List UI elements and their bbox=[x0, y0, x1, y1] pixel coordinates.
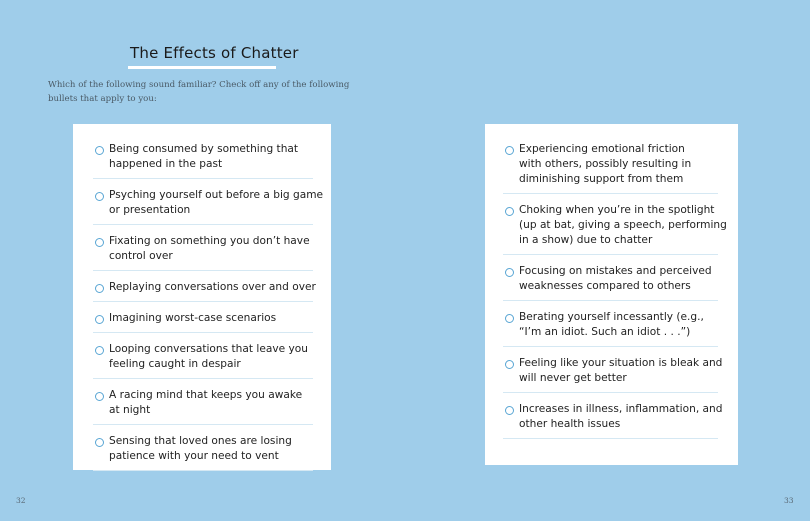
checklist-item-line: Imagining worst-case scenarios bbox=[109, 312, 277, 324]
checklist-item-line: A racing mind that keeps you awake bbox=[109, 389, 303, 401]
checklist-item[interactable] bbox=[93, 231, 313, 271]
checklist-item[interactable] bbox=[503, 261, 718, 301]
checklist-item-line: Psyching yourself out before a big game bbox=[109, 189, 324, 201]
checklist-item-label bbox=[109, 188, 323, 218]
checklist-item-line: Looping conversations that leave you bbox=[109, 343, 308, 355]
checklist-item[interactable] bbox=[503, 200, 727, 255]
checklist-item-line: Increases in illness, inflammation, and bbox=[519, 403, 723, 415]
checklist-item[interactable] bbox=[503, 139, 718, 194]
checklist-item-line: Feeling like your situation is bleak and bbox=[519, 357, 723, 369]
checklist-item-label bbox=[109, 342, 308, 372]
checklist-item[interactable] bbox=[93, 385, 313, 425]
checklist-item-label bbox=[519, 402, 723, 432]
checklist-item-line: or presentation bbox=[109, 204, 191, 216]
checkbox-circle-icon[interactable] bbox=[505, 268, 514, 277]
checklist-item-line: (up at bat, giving a speech, performing bbox=[519, 219, 727, 231]
checklist-item-label bbox=[109, 311, 276, 326]
checklist-item-line: Fixating on something you don’t have bbox=[109, 235, 310, 247]
checkbox-circle-icon[interactable] bbox=[95, 346, 104, 355]
checklist-item-line: diminishing support from them bbox=[519, 173, 684, 185]
checkbox-circle-icon[interactable] bbox=[505, 314, 514, 323]
checklist-item-line: Choking when you’re in the spotlight bbox=[519, 204, 715, 216]
checklist-item-line: Berating yourself incessantly (e.g., bbox=[519, 311, 704, 323]
checklist-item[interactable] bbox=[93, 139, 313, 179]
checklist-item-line: with others, possibly resulting in bbox=[519, 158, 692, 170]
checklist-item[interactable] bbox=[503, 353, 723, 393]
checklist-item-line: will never get better bbox=[519, 372, 627, 384]
checklist-item-line: Focusing on mistakes and perceived bbox=[519, 265, 712, 277]
page-number-left: 32 bbox=[16, 496, 26, 505]
checkbox-circle-icon[interactable] bbox=[95, 192, 104, 201]
checkbox-circle-icon[interactable] bbox=[505, 207, 514, 216]
checkbox-circle-icon[interactable] bbox=[95, 438, 104, 447]
checklist-item[interactable] bbox=[93, 308, 313, 333]
checklist-card-right bbox=[485, 124, 738, 465]
checklist-item-label bbox=[519, 142, 691, 187]
checklist-item-label bbox=[109, 234, 310, 264]
checklist-item-line: at night bbox=[109, 404, 151, 416]
checklist-item-label bbox=[109, 434, 292, 464]
checklist-card-left bbox=[73, 124, 331, 470]
checklist-item[interactable] bbox=[93, 185, 324, 225]
page-title: The Effects of Chatter bbox=[130, 44, 299, 62]
checklist-item-line: weaknesses compared to others bbox=[519, 280, 691, 292]
checkbox-circle-icon[interactable] bbox=[505, 360, 514, 369]
checklist-item[interactable] bbox=[503, 399, 723, 439]
checklist-item[interactable] bbox=[503, 307, 718, 347]
checkbox-circle-icon[interactable] bbox=[95, 146, 104, 155]
checklist-item[interactable] bbox=[93, 339, 313, 379]
checklist-item[interactable] bbox=[93, 431, 313, 471]
checklist-item-line: feeling caught in despair bbox=[109, 358, 241, 370]
checklist-item-line: Being consumed by something that bbox=[109, 143, 299, 155]
checklist-item-label bbox=[519, 203, 727, 248]
checkbox-circle-icon[interactable] bbox=[505, 406, 514, 415]
checklist-item-label bbox=[519, 310, 704, 340]
checklist-item-label bbox=[109, 388, 302, 418]
checklist-item-label bbox=[519, 356, 722, 386]
checklist-item-line: control over bbox=[109, 250, 173, 262]
page-number-right: 33 bbox=[784, 496, 794, 505]
checklist-item-line: in a show) due to chatter bbox=[519, 234, 653, 246]
checkbox-circle-icon[interactable] bbox=[95, 315, 104, 324]
checkbox-circle-icon[interactable] bbox=[95, 392, 104, 401]
checklist-item-line: “I’m an idiot. Such an idiot . . .”) bbox=[519, 326, 691, 338]
checkbox-circle-icon[interactable] bbox=[505, 146, 514, 155]
checklist-item-line: Experiencing emotional friction bbox=[519, 143, 685, 155]
checklist-item-line: Replaying conversations over and over bbox=[109, 281, 316, 293]
checklist-item-label bbox=[109, 280, 316, 295]
checklist-item-line: patience with your need to vent bbox=[109, 450, 279, 462]
checklist-item-label bbox=[109, 142, 298, 172]
checklist-item-label bbox=[519, 264, 712, 294]
checklist-item-line: happened in the past bbox=[109, 158, 223, 170]
intro-text: Which of the following sound familiar? Check off any of the following bullets that apply to you: bbox=[48, 80, 350, 104]
checkbox-circle-icon[interactable] bbox=[95, 284, 104, 293]
title-underline bbox=[128, 66, 276, 69]
checklist-item-line: other health issues bbox=[519, 418, 621, 430]
checklist-item[interactable] bbox=[93, 277, 316, 302]
checklist-item-line: Sensing that loved ones are losing bbox=[109, 435, 292, 447]
checkbox-circle-icon[interactable] bbox=[95, 238, 104, 247]
